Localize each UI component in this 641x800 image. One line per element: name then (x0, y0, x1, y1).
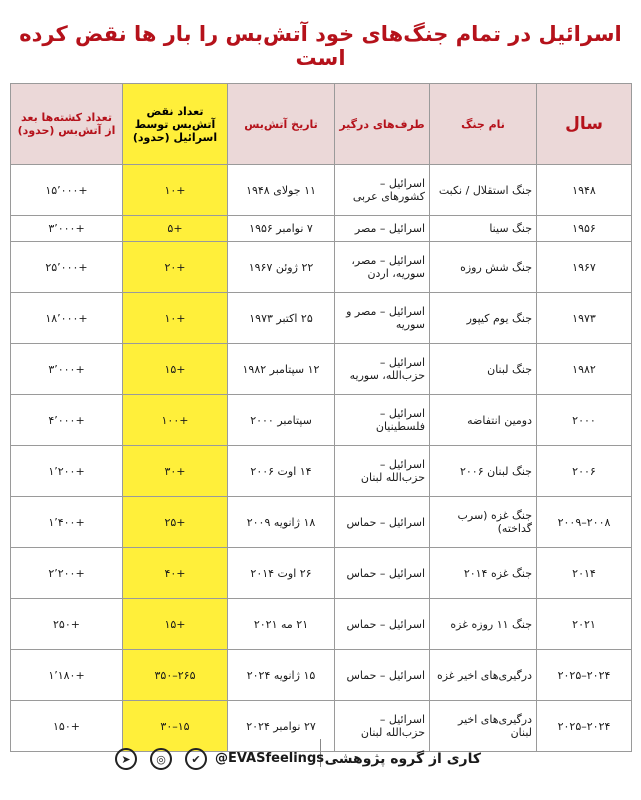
table-row (11, 548, 632, 599)
cell-parties: اسرائیل – مصر (335, 216, 430, 242)
cell-violations: +۱۵ (123, 599, 228, 650)
cell-war-name: جنگ غزه (سرب گداخته) (430, 497, 537, 548)
cell-deaths: +۲۵۰ (11, 599, 123, 650)
cell-war-name: جنگ یوم کیپور (430, 293, 537, 344)
cell-violations: +۱۰ (123, 165, 228, 216)
cell-ceasefire-date: ۲۲ ژوئن ۱۹۶۷ (228, 242, 335, 293)
footer-credit: کاری از گروه پژوهشی (324, 751, 481, 767)
cell-war-name: درگیری‌های اخیر لبنان (430, 701, 537, 752)
cell-deaths: +۱٬۴۰۰ (11, 497, 123, 548)
cell-war-name: جنگ لبنان (430, 344, 537, 395)
cell-violations: ۲۶۵–۳۵۰ (123, 650, 228, 701)
cell-ceasefire-date: ۱۲ سپتامبر ۱۹۸۲ (228, 344, 335, 395)
cell-parties: اسرائیل – حماس (335, 497, 430, 548)
cell-parties: اسرائیل – حزب‌الله لبنان (335, 446, 430, 497)
telegram-icon[interactable]: ➤ (115, 748, 137, 770)
table-row (11, 242, 632, 293)
cell-war-name: جنگ شش روزه (430, 242, 537, 293)
cell-deaths: +۳٬۰۰۰ (11, 344, 123, 395)
table-row (11, 165, 632, 216)
header-violations: تعداد نقض آتش‌بس توسط اسرائیل (حدود) (123, 84, 228, 165)
cell-ceasefire-date: ۲۱ مه ۲۰۲۱ (228, 599, 335, 650)
cell-year: ۲۰۲۴–۲۰۲۵ (537, 650, 632, 701)
table-row (11, 446, 632, 497)
cell-year: ۲۰۰۰ (537, 395, 632, 446)
instagram-icon[interactable]: ◎ (150, 748, 172, 770)
cell-war-name: جنگ لبنان ۲۰۰۶ (430, 446, 537, 497)
cell-ceasefire-date: ۱۴ اوت ۲۰۰۶ (228, 446, 335, 497)
cell-war-name: درگیری‌های اخیر غزه (430, 650, 537, 701)
cell-deaths: +۱۵٬۰۰۰ (11, 165, 123, 216)
cell-parties: اسرائیل – حماس (335, 650, 430, 701)
cell-war-name: جنگ غزه ۲۰۱۴ (430, 548, 537, 599)
cell-deaths: +۱٬۱۸۰ (11, 650, 123, 701)
cell-war-name: جنگ ۱۱ روزه غزه (430, 599, 537, 650)
ceasefire-table (10, 83, 632, 752)
cell-year: ۲۰۲۴–۲۰۲۵ (537, 701, 632, 752)
cell-parties: اسرائیل – حماس (335, 548, 430, 599)
cell-deaths: +۱۵۰ (11, 701, 123, 752)
cell-parties: اسرائیل – مصر و سوریه (335, 293, 430, 344)
cell-violations: +۴۰ (123, 548, 228, 599)
cell-parties: اسرائیل – حزب‌الله، سوریه (335, 344, 430, 395)
cell-deaths: +۴٬۰۰۰ (11, 395, 123, 446)
table-row (11, 599, 632, 650)
cell-ceasefire-date: ۲۵ اکتبر ۱۹۷۳ (228, 293, 335, 344)
cell-ceasefire-date: ۲۶ اوت ۲۰۱۴ (228, 548, 335, 599)
cell-deaths: +۳٬۰۰۰ (11, 216, 123, 242)
header-ceasefire-date: تاریخ آتش‌بس (228, 84, 335, 165)
cell-year: ۲۰۲۱ (537, 599, 632, 650)
page-title: اسرائیل در تمام جنگ‌های خود آتش‌بس را بار ها نقض کرده است (19, 22, 622, 70)
cell-year: ۲۰۱۴ (537, 548, 632, 599)
cell-war-name: دومین انتفاضه (430, 395, 537, 446)
header-year: سال (537, 84, 632, 165)
cell-ceasefire-date: ۷ نوامبر ۱۹۵۶ (228, 216, 335, 242)
cell-year: ۲۰۰۶ (537, 446, 632, 497)
header-deaths: تعداد کشته‌ها بعد از آتش‌بس (حدود) (11, 84, 123, 165)
cell-deaths: +۲۵٬۰۰۰ (11, 242, 123, 293)
cell-violations: ۱۵–۳۰ (123, 701, 228, 752)
header-parties: طرف‌های درگیر (335, 84, 430, 165)
table-row (11, 293, 632, 344)
cell-violations: +۱۰ (123, 293, 228, 344)
cell-deaths: +۱۸٬۰۰۰ (11, 293, 123, 344)
cell-ceasefire-date: سپتامبر ۲۰۰۰ (228, 395, 335, 446)
cell-violations: +۱۵ (123, 344, 228, 395)
table-row (11, 701, 632, 752)
cell-year: ۱۹۵۶ (537, 216, 632, 242)
cell-violations: +۲۰ (123, 242, 228, 293)
cell-violations: +۵ (123, 216, 228, 242)
cell-violations: +۳۰ (123, 446, 228, 497)
cell-parties: اسرائیل – فلسطینیان (335, 395, 430, 446)
cell-violations: +۲۵ (123, 497, 228, 548)
cell-parties: اسرائیل – مصر، سوریه، اردن (335, 242, 430, 293)
cell-parties: اسرائیل – حماس (335, 599, 430, 650)
cell-war-name: جنگ سینا (430, 216, 537, 242)
cell-war-name: جنگ استقلال / نکبت (430, 165, 537, 216)
cell-deaths: +۱٬۲۰۰ (11, 446, 123, 497)
table-row (11, 216, 632, 242)
cell-year: ۱۹۷۳ (537, 293, 632, 344)
table-header-row (11, 84, 632, 165)
cell-deaths: +۲٬۲۰۰ (11, 548, 123, 599)
cell-year: ۱۹۸۲ (537, 344, 632, 395)
cell-year: ۱۹۴۸ (537, 165, 632, 216)
cell-year: ۱۹۶۷ (537, 242, 632, 293)
table-row (11, 395, 632, 446)
cell-violations: +۱۰۰ (123, 395, 228, 446)
check-badge-icon[interactable]: ✔ (185, 748, 207, 770)
footer-handle[interactable]: @EVASfeelings (215, 751, 324, 766)
table-row (11, 497, 632, 548)
footer (0, 745, 641, 785)
cell-ceasefire-date: ۱۸ ژانویه ۲۰۰۹ (228, 497, 335, 548)
table-row (11, 344, 632, 395)
cell-ceasefire-date: ۱۵ ژانویه ۲۰۲۴ (228, 650, 335, 701)
cell-parties: اسرائیل – کشورهای عربی (335, 165, 430, 216)
cell-parties: اسرائیل – حزب‌الله لبنان (335, 701, 430, 752)
cell-year: ۲۰۰۸–۲۰۰۹ (537, 497, 632, 548)
table-row (11, 650, 632, 701)
cell-ceasefire-date: ۲۷ نوامبر ۲۰۲۴ (228, 701, 335, 752)
header-war-name: نام جنگ (430, 84, 537, 165)
cell-ceasefire-date: ۱۱ جولای ۱۹۴۸ (228, 165, 335, 216)
